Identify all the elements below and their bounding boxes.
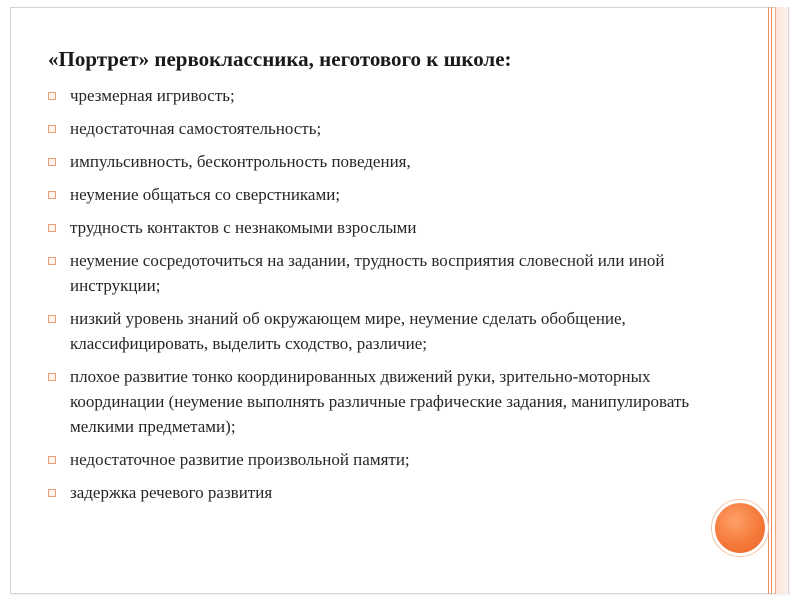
list-item <box>48 306 738 356</box>
square-bullet-icon <box>48 158 56 166</box>
list-item-text: неумение сосредоточиться на задании, трудность восприятия словесной или иной инструкции; <box>70 251 665 295</box>
square-bullet-icon <box>48 191 56 199</box>
square-bullet-icon <box>48 125 56 133</box>
list-item-text: недостаточная самостоятельность; <box>70 119 322 138</box>
list-item <box>48 116 738 141</box>
list-item <box>48 215 738 240</box>
right-edge-line <box>775 7 776 594</box>
list-item <box>48 149 738 174</box>
square-bullet-icon <box>48 92 56 100</box>
list-item-text: чрезмерная игривость; <box>70 86 235 105</box>
square-bullet-icon <box>48 456 56 464</box>
square-bullet-icon <box>48 224 56 232</box>
bullet-list <box>48 83 738 513</box>
list-item-text: импульсивность, бесконтрольность поведения, <box>70 152 411 171</box>
right-edge-line <box>768 7 769 594</box>
list-item-text: задержка речевого развития <box>70 483 273 502</box>
list-item <box>48 182 738 207</box>
list-item <box>48 447 738 472</box>
list-item-text: низкий уровень знаний об окружающем мире, неумение сделать обобщение, классифицировать, выделить сходство, различие; <box>70 309 626 353</box>
list-item-text: плохое развитие тонко координированных движений руки, зрительно-моторных координации (неумение выполнять различные графические задания, манипулировать мелкими предметами); <box>70 367 690 436</box>
square-bullet-icon <box>48 489 56 497</box>
list-item-text: недостаточное развитие произвольной памяти; <box>70 450 410 469</box>
square-bullet-icon <box>48 315 56 323</box>
list-item <box>48 83 738 108</box>
right-edge-line <box>771 7 772 594</box>
slide-title: «Портрет» первоклассника, неготового к школе: <box>48 47 512 71</box>
square-bullet-icon <box>48 373 56 381</box>
list-item <box>48 480 738 505</box>
list-item-text: трудность контактов с незнакомыми взрослыми <box>70 218 417 237</box>
list-item-text: неумение общаться со сверстниками; <box>70 185 341 204</box>
list-item <box>48 248 738 298</box>
square-bullet-icon <box>48 257 56 265</box>
right-edge-band <box>776 7 788 594</box>
list-item <box>48 364 738 439</box>
